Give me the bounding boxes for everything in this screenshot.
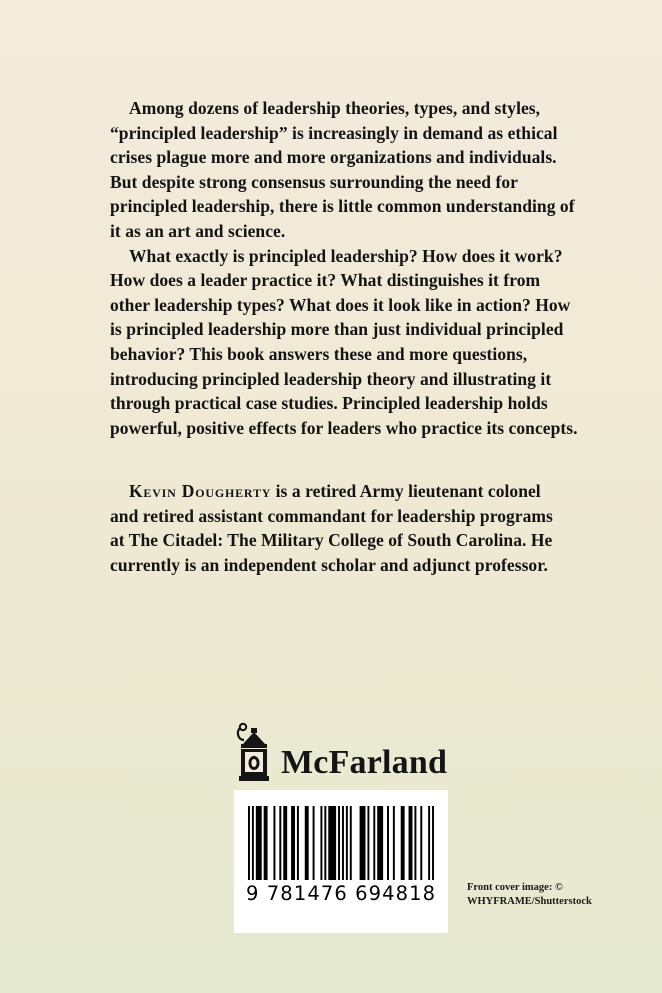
barcode-bar bbox=[283, 806, 287, 880]
lantern-logo-icon bbox=[234, 722, 274, 782]
author-bio bbox=[110, 479, 570, 577]
barcode-bar bbox=[291, 806, 295, 880]
barcode-bar bbox=[409, 806, 413, 880]
barcode-bar bbox=[393, 806, 395, 880]
barcode-bar bbox=[297, 806, 299, 880]
barcode-bars bbox=[248, 806, 434, 880]
barcode-bar bbox=[273, 806, 275, 880]
barcode-bar bbox=[264, 806, 268, 880]
barcode-bar bbox=[387, 806, 389, 880]
barcode-bar bbox=[342, 806, 344, 880]
barcode-bar bbox=[373, 806, 375, 880]
credit-line-2: WHYFRAME/Shutterstock bbox=[467, 896, 592, 907]
blurb-paragraph-2: What exactly is principled leadership? How does it work? How does a leader practice it? What distinguishes it from other leadership types? What does it look like in action? How is principled leadership more than just individual principled behavior? This book answers these and more questions, introducing principled leadership theory and illustrating it through practical case studies. Principled leadership holds powerful, positive effects for leaders who practice its concepts. bbox=[110, 245, 578, 438]
barcode-bar bbox=[420, 806, 422, 880]
credit-line-1: Front cover image: © bbox=[467, 882, 563, 893]
barcode-bar bbox=[428, 806, 430, 880]
barcode-bar bbox=[367, 806, 369, 880]
barcode-bar bbox=[338, 806, 340, 880]
barcode-bar bbox=[350, 806, 352, 880]
barcode-bar bbox=[346, 806, 348, 880]
back-cover-blurb bbox=[110, 96, 580, 440]
barcode-bar bbox=[432, 806, 434, 880]
barcode-bar bbox=[279, 806, 281, 880]
barcode-bar bbox=[320, 806, 322, 880]
barcode-bar bbox=[313, 806, 315, 880]
isbn-number: 9 781476 694818 bbox=[246, 882, 437, 905]
barcode-bar bbox=[248, 806, 250, 880]
cover-image-credit bbox=[467, 881, 637, 909]
isbn-barcode bbox=[234, 790, 448, 933]
publisher-name: McFarland bbox=[281, 744, 448, 781]
author-bio-text: is a retired Army lieutenant colonel and retired assistant commandant for leadership programs at The Citadel: The Military College of South Carolina. He currently is an independent scholar and adjunct professor. bbox=[110, 481, 553, 575]
barcode-bar bbox=[401, 806, 405, 880]
author-bio-paragraph bbox=[110, 479, 570, 577]
barcode-bar bbox=[324, 806, 326, 880]
publisher-imprint bbox=[234, 722, 447, 782]
barcode-bar bbox=[252, 806, 254, 880]
blurb-paragraph-1: Among dozens of leadership theories, types, and styles, “principled leadership” is increasingly in demand as ethical crises plague more and more organizations and individuals. But despite strong consensus surrounding the need for principled leadership, there is little common understanding of it as an art and science. bbox=[110, 98, 575, 241]
barcode-bar bbox=[360, 806, 366, 880]
barcode-bar bbox=[305, 806, 309, 880]
barcode-bar bbox=[377, 806, 383, 880]
barcode-bar bbox=[414, 806, 416, 880]
barcode-bar bbox=[328, 806, 336, 880]
author-name: Kevin Dougherty bbox=[129, 481, 272, 501]
barcode-bar bbox=[256, 806, 262, 880]
